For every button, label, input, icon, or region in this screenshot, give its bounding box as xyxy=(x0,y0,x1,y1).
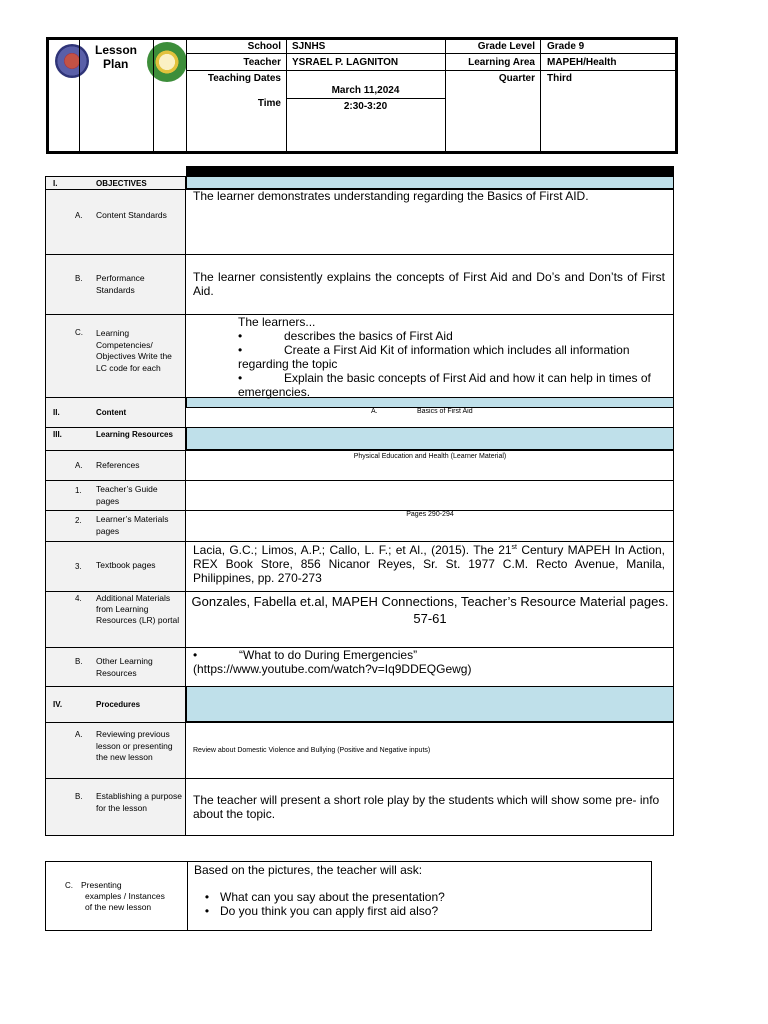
teachers-guide-label: Teacher’s Guide pages xyxy=(96,484,158,506)
row-line xyxy=(45,254,674,255)
teacher-value: YSRAEL P. LAGNITON xyxy=(292,57,399,68)
teacher-label: Teacher xyxy=(243,57,281,68)
row-line xyxy=(45,722,674,723)
bullet-icon: • xyxy=(204,904,210,918)
header-divider xyxy=(540,40,541,151)
teaching-dates-value: March 11,2024 xyxy=(331,85,400,96)
content-number: II. xyxy=(53,408,60,417)
procedures-title: Procedures xyxy=(96,700,141,709)
reviewing-letter: A. xyxy=(75,730,83,739)
time-label: Time xyxy=(257,98,281,109)
row-line xyxy=(45,450,674,451)
performance-standards-letter: B. xyxy=(75,274,83,283)
header-divider xyxy=(153,40,154,151)
content-standards-text: The learner demonstrates understanding regarding the Basics of First AID. xyxy=(193,189,589,203)
list-item: • describes the basics of First Aid xyxy=(238,329,453,343)
learners-materials-label: Learner’s Materials pages xyxy=(96,514,169,536)
learning-area-value: MAPEH/Health xyxy=(547,57,617,68)
reviewing-label: Reviewing previous lesson or presenting the new lesson xyxy=(96,729,173,762)
list-item: • What can you say about the presentation? xyxy=(194,890,644,904)
content-title: Content xyxy=(96,408,127,417)
list-item: • Create a First Aid Kit of information which includes all information regarding the topic xyxy=(238,343,630,371)
objectives-title: OBJECTIVES xyxy=(96,179,147,188)
learning-area-label: Learning Area xyxy=(468,57,535,68)
lesson-title-line1: Lesson xyxy=(95,43,138,57)
purpose-letter: B. xyxy=(75,792,83,801)
bullet-icon: • xyxy=(193,648,198,662)
row-line xyxy=(45,591,674,592)
performance-standards-text: The learner consistently explains the concepts of First Aid and Do’s and Don’ts of First Aid. xyxy=(193,270,665,298)
deped-seal-logo xyxy=(55,44,89,78)
header-divider xyxy=(79,40,80,151)
quarter-label: Quarter xyxy=(498,73,535,84)
list-item: • “What to do During Emergencies” xyxy=(193,648,418,662)
header-row-line xyxy=(286,98,445,99)
header-divider xyxy=(445,40,446,151)
teachers-guide-number: 1. xyxy=(75,486,82,495)
header-row-line xyxy=(186,53,678,54)
other-resources-label: Other Learning Resources xyxy=(96,656,153,678)
grade-level-value: Grade 9 xyxy=(547,41,585,52)
content-text: Basics of First Aid xyxy=(417,408,473,415)
references-text: Physical Education and Health (Learner Material) xyxy=(353,453,507,460)
references-label: References xyxy=(96,460,140,470)
procedures-number: IV. xyxy=(53,700,63,709)
list-item: • Explain the basic concepts of First Aid and how it can help in times of emergencies. xyxy=(238,371,651,399)
additional-materials-label: Additional Materials from Learning Resources (LR) portal xyxy=(96,593,180,625)
purpose-label: Establishing a purpose for the lesson xyxy=(96,791,183,813)
presenting-label: Presenting examples / Instances of the new lesson xyxy=(81,880,165,912)
content-letter: A. xyxy=(371,408,378,415)
school-label: School xyxy=(247,41,281,52)
textbook-number: 3. xyxy=(75,562,82,571)
objectives-bar xyxy=(186,176,674,189)
references-letter: A. xyxy=(75,461,83,470)
resources-title: Learning Resources xyxy=(96,430,173,439)
competencies-letter: C. xyxy=(75,328,83,337)
bullet-icon: • xyxy=(238,371,243,385)
presenting-label-cell xyxy=(46,862,188,930)
content-standards-label: Content Standards xyxy=(96,210,167,220)
bullet-icon: • xyxy=(204,890,210,904)
textbook-text: Lacia, G.C.; Limos, A.P.; Callo, L. F.; et Al., (2015). The 21st Century MAPEH In Action, REX Book Store, 856 Nicanor Reyes, Sr. St. 1977 C.M. Recto Avenue, Manila, Philippines, pp. 270-273 xyxy=(193,543,665,585)
objectives-number: I. xyxy=(53,179,58,188)
bullet-icon: • xyxy=(238,343,243,357)
purpose-text: The teacher will present a short role play by the students which will show some pre- info about the topic. xyxy=(193,793,660,821)
school-value: SJNHS xyxy=(292,41,326,52)
row-line xyxy=(45,778,674,779)
row-line xyxy=(45,427,674,428)
lesson-plan-header xyxy=(46,37,678,154)
bullet-icon: • xyxy=(238,329,243,343)
resources-number: III. xyxy=(53,430,62,439)
performance-standards-label: Performance Standards xyxy=(96,273,145,295)
competencies-list xyxy=(238,315,668,399)
procedures-continuation-table xyxy=(45,861,652,931)
content-standards-letter: A. xyxy=(75,211,83,220)
presenting-intro: Based on the pictures, the teacher will ask: xyxy=(194,863,423,877)
learners-materials-number: 2. xyxy=(75,516,82,525)
quarter-value: Third xyxy=(547,73,572,84)
list-item: • Do you think you can apply first aid also? xyxy=(194,904,644,918)
presenting-text xyxy=(194,863,644,918)
teaching-dates-label: Teaching Dates xyxy=(207,73,281,84)
reviewing-text: Review about Domestic Violence and Bullying (Positive and Negative inputs) xyxy=(193,747,431,754)
row-line xyxy=(45,686,674,687)
presenting-letter: C. xyxy=(65,881,73,890)
header-row-line xyxy=(186,70,678,71)
time-value: 2:30-3:20 xyxy=(343,101,388,112)
lesson-plan-table xyxy=(45,166,674,836)
other-resources-letter: B. xyxy=(75,657,83,666)
competencies-intro: The learners... xyxy=(238,315,316,329)
resources-bar xyxy=(186,427,674,450)
other-resources-text xyxy=(193,648,667,676)
procedures-bar xyxy=(186,686,674,722)
lesson-title-line2: Plan xyxy=(103,57,129,71)
header-divider xyxy=(186,40,187,151)
video-link[interactable]: (https://www.youtube.com/watch?v=Iq9DDEQGewg) xyxy=(193,662,472,676)
grade-level-label: Grade Level xyxy=(477,41,535,52)
additional-materials-text: Gonzales, Fabella et.al, MAPEH Connections, Teacher’s Resource Material pages. 57-61 xyxy=(191,594,669,626)
competencies-label: Learning Competencies/ Objectives Write the LC code for each xyxy=(96,328,172,373)
additional-materials-number: 4. xyxy=(75,594,82,603)
textbook-label: Textbook pages xyxy=(96,560,156,570)
row-line xyxy=(45,480,674,481)
learners-materials-text: Pages 290-294 xyxy=(406,511,454,518)
